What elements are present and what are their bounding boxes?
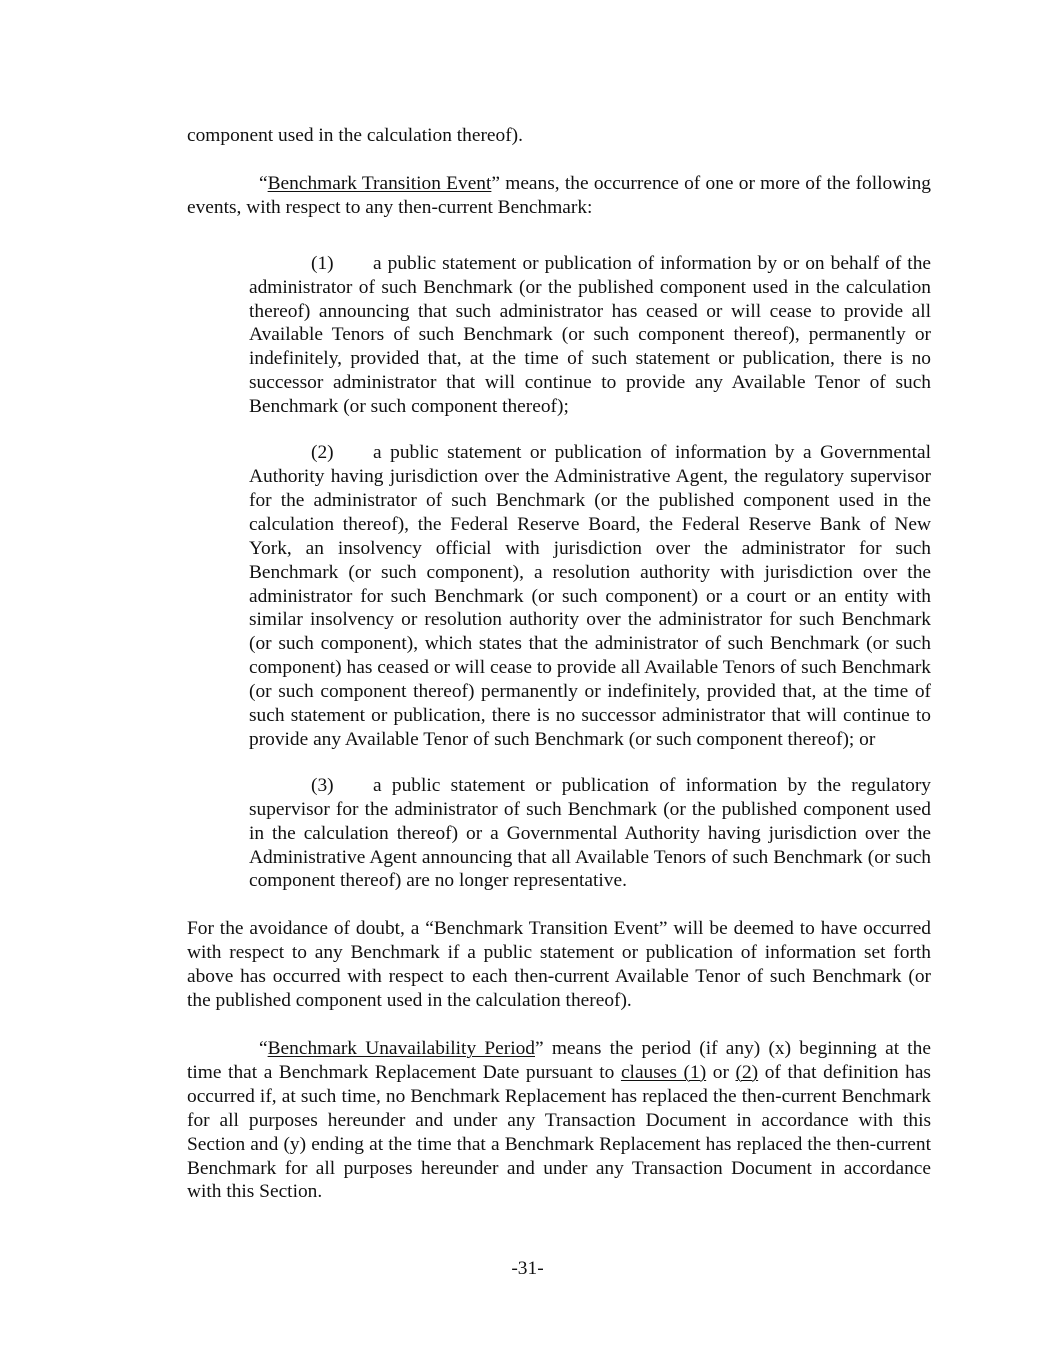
avoidance-of-doubt-paragraph: For the avoidance of doubt, a “Benchmark Transition Event” will be deemed to have occurred with respect to any Benchmark if a public statement or publication of information set forth above has occurred with respect to each then-current Available Tenor of such Benchmark (or the published component used in the calculation thereof).	[187, 918, 931, 1012]
document-page	[187, 124, 931, 1204]
list-item-3	[249, 774, 931, 894]
list-item-number: (2)	[311, 442, 334, 464]
definition-text-part1: ” means the period (if any) (x) beginning at the time that a Benchmark Replacement Date pursuant to	[187, 1038, 931, 1083]
benchmark-transition-event-definition	[187, 172, 931, 220]
open-quote: “	[259, 172, 268, 194]
continuation-text: component used in the calculation thereof).	[187, 125, 523, 146]
benchmark-unavailability-period-definition	[187, 1037, 931, 1204]
list-item-number: (3)	[311, 774, 334, 796]
list-item-text: a public statement or publication of information by or on behalf of the administrator of such Benchmark (or the published component used in the calculation thereof) announcing that such administrator has ceased or will cease to provide all Available Tenors of such Benchmark (or such component thereof), permanently or indefinitely, provided that, at the time of such statement or publication, there is no successor administrator that will continue to provide any Available Tenor of such Benchmark (or such component thereof);	[249, 252, 931, 418]
or-word: or	[706, 1061, 736, 1083]
list-item-number: (1)	[311, 252, 334, 274]
list-item-text: a public statement or publication of information by a Governmental Authority having jurisdiction over the Administrative Agent, the regulatory supervisor for the administrator of such Benchmark (or the published component used in the calculation thereof), the Federal Reserve Board, the Federal Reserve Bank of New York, an insolvency official with jurisdiction over the administrator for such Benchmark (or such component), a resolution authority with jurisdiction over the administrator for such Benchmark (or such component) or a court or an entity with similar insolvency or resolution authority over the administrator for such Benchmark (or such component), which states that the administrator of such Benchmark (or such component) has ceased or will cease to provide all Available Tenors of such Benchmark (or such component thereof) permanently or indefinitely, provided that, at the time of such statement or publication, there is no successor administrator that will continue to provide any Available Tenor of such Benchmark (or such component thereof); or	[249, 442, 931, 750]
list-item-text: a public statement or publication of information by the regulatory supervisor for the administrator of such Benchmark (or the published component used in the calculation thereof) or a Governmental Authority having jurisdiction over the Administrative Agent announcing that all Available Tenors of such Benchmark (or such component thereof) are no longer representative.	[249, 774, 931, 892]
clause-reference-2: (2)	[735, 1061, 759, 1083]
definition-text-part2: of that definition has occurred if, at such time, no Benchmark Replacement has replaced the then-current Benchmark for all purposes hereunder and under any Transaction Document in accordance with this Section and (y) ending at the time that a Benchmark Replacement has replaced the then-current Benchmark for all purposes hereunder and under any Transaction Document in accordance with this Section.	[187, 1061, 931, 1203]
defined-term-benchmark-unavailability-period: Benchmark Unavailability Period	[267, 1038, 535, 1059]
defined-term-benchmark-transition-event: Benchmark Transition Event	[267, 172, 492, 194]
list-item-1	[249, 252, 931, 419]
clause-reference-1: clauses (1)	[620, 1061, 707, 1083]
page-number: -31-	[511, 1258, 544, 1279]
definition-text: ” means, the occurrence of one or more of the following events, with respect to any then-current Benchmark:	[187, 172, 931, 218]
list-item-2	[249, 441, 931, 752]
open-quote: “	[259, 1038, 268, 1059]
